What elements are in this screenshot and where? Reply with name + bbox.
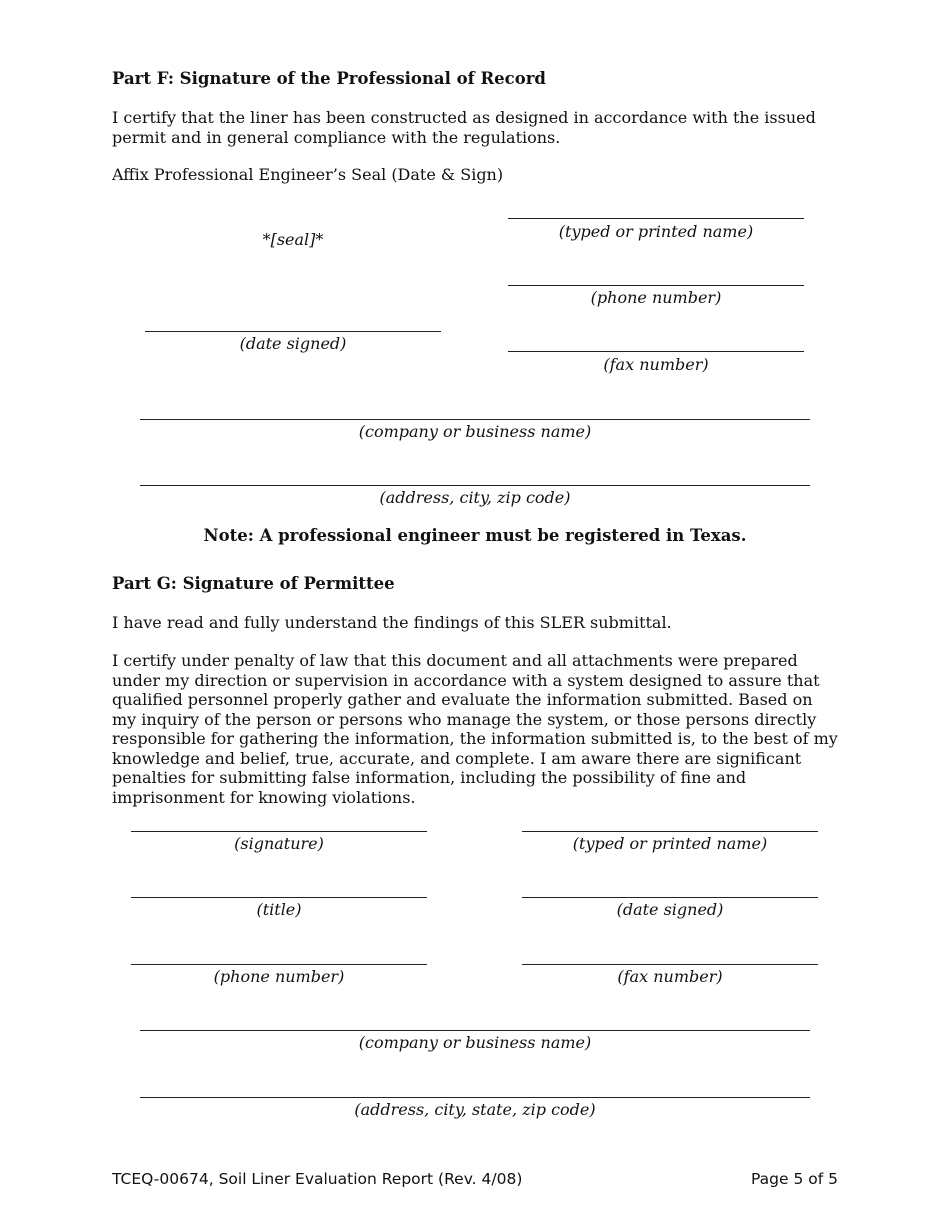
footer-form-id: TCEQ-00674, Soil Liner Evaluation Report (Rev. 4/08) [112, 1170, 523, 1188]
part-g-heading: Part G: Signature of Permittee [112, 574, 395, 593]
title-label: (title) [256, 900, 302, 919]
address-label: (address, city, zip code) [379, 488, 571, 507]
phone-line[interactable] [508, 285, 804, 286]
permittee-date-signed-line[interactable] [522, 897, 818, 898]
permittee-address-label: (address, city, state, zip code) [354, 1100, 596, 1119]
part-g-certify-text: I certify under penalty of law that this document and all attachments were prepared under my direction or supervision in accordance with a system designed to assure that qualified personnel properly gather and evaluate the information submitted. Based on my inquiry of the person or persons who manage the system, or those persons directly responsible for gathering the information, the information submitted is, to the best of my knowledge and belief, true, accurate, and complete. I am aware there are significant penalties for submitting false information, including the possibility of fine and imprisonment for knowing violations. [112, 651, 838, 807]
part-f-certify-text: I certify that the liner has been constructed as designed in accordance with the issued permit and in general compliance with the regulations. [112, 108, 816, 147]
fax-label: (fax number) [603, 355, 709, 374]
pe-registration-note: Note: A professional engineer must be registered in Texas. [203, 526, 747, 545]
permittee-company-line[interactable] [140, 1030, 810, 1031]
permittee-date-signed-label: (date signed) [616, 900, 724, 919]
signature-label: (signature) [234, 834, 324, 853]
permittee-fax-line[interactable] [522, 964, 818, 965]
address-line[interactable] [140, 485, 810, 486]
permittee-phone-line[interactable] [131, 964, 427, 965]
title-line[interactable] [131, 897, 427, 898]
seal-placeholder: *[seal]* [262, 230, 324, 249]
typed-name-line[interactable] [508, 218, 804, 219]
permittee-fax-label: (fax number) [617, 967, 723, 986]
permittee-phone-label: (phone number) [213, 967, 345, 986]
company-label: (company or business name) [358, 422, 592, 441]
typed-name-label: (typed or printed name) [558, 222, 754, 241]
part-f-heading: Part F: Signature of the Professional of Record [112, 69, 546, 88]
phone-label: (phone number) [590, 288, 722, 307]
date-signed-label: (date signed) [239, 334, 347, 353]
permittee-typed-name-line[interactable] [522, 831, 818, 832]
footer-page-number: Page 5 of 5 [751, 1170, 838, 1188]
fax-line[interactable] [508, 351, 804, 352]
permittee-company-label: (company or business name) [358, 1033, 592, 1052]
company-line[interactable] [140, 419, 810, 420]
signature-line[interactable] [131, 831, 427, 832]
date-signed-line[interactable] [145, 331, 441, 332]
affix-seal-text: Affix Professional Engineer’s Seal (Date & Sign) [112, 165, 504, 184]
part-g-read-text: I have read and fully understand the findings of this SLER submittal. [112, 613, 672, 632]
permittee-typed-name-label: (typed or printed name) [572, 834, 768, 853]
permittee-address-line[interactable] [140, 1097, 810, 1098]
